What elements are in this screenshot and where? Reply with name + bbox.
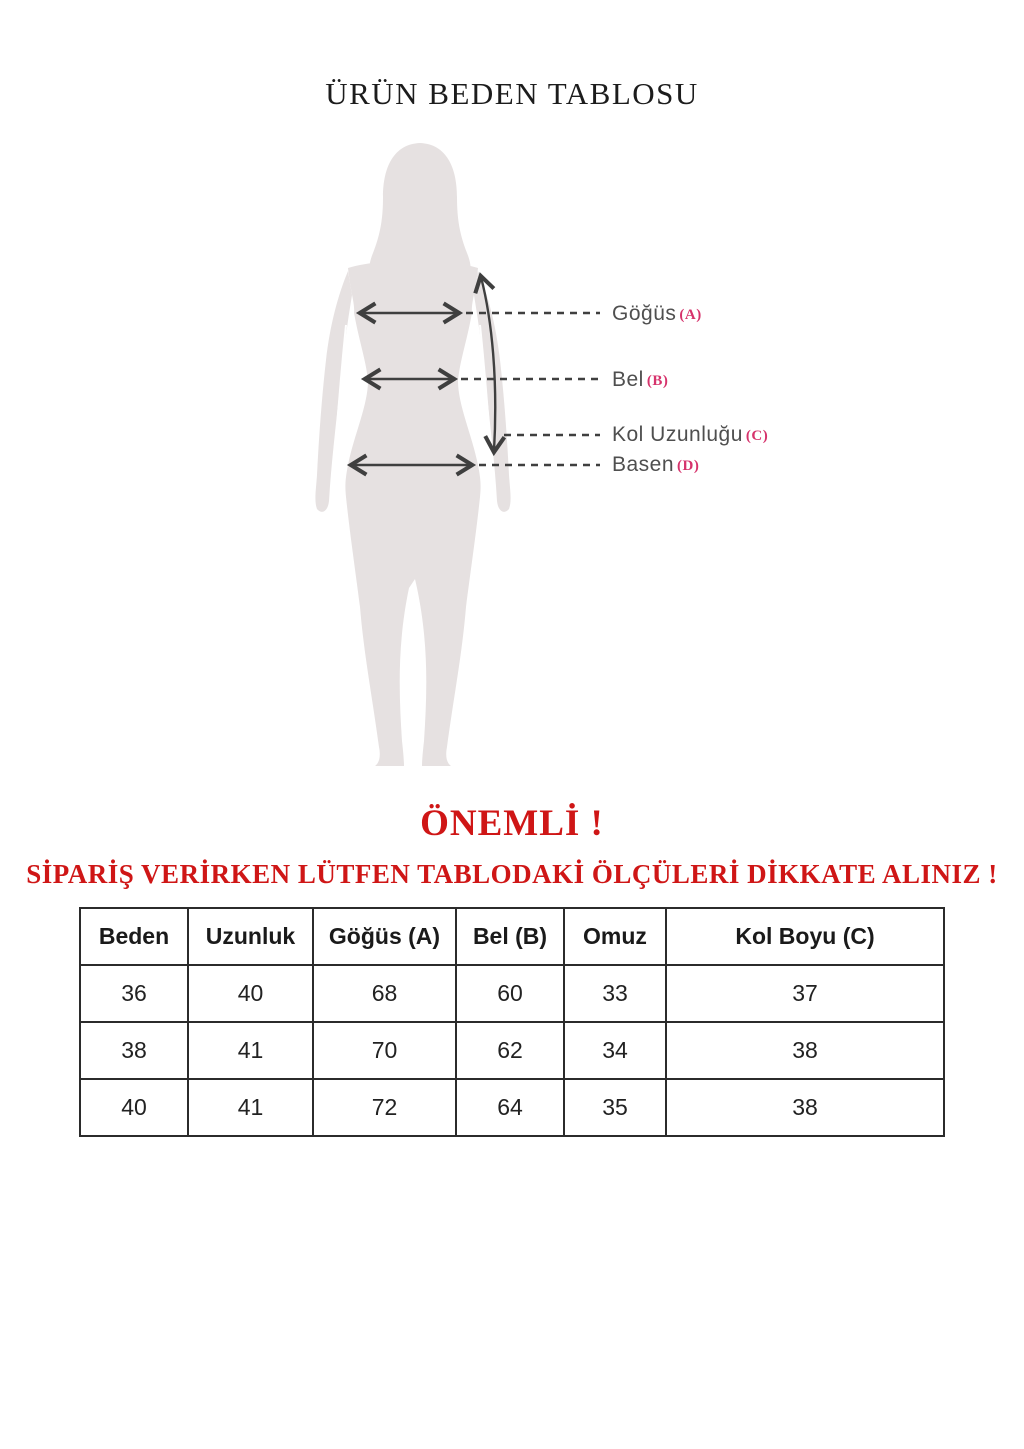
size-cell: 34 — [564, 1022, 666, 1079]
size-cell: 41 — [188, 1079, 313, 1136]
size-cell: 38 — [80, 1022, 188, 1079]
size-cell: 35 — [564, 1079, 666, 1136]
size-col-header: Bel (B) — [456, 908, 564, 965]
size-col-header: Uzunluk — [188, 908, 313, 965]
arm-length-label — [612, 423, 768, 447]
size-cell: 68 — [313, 965, 456, 1022]
page-title: ÜRÜN BEDEN TABLOSU — [325, 76, 699, 111]
size-col-header: Kol Boyu (C) — [666, 908, 944, 965]
size-cell: 37 — [666, 965, 944, 1022]
size-cell: 62 — [456, 1022, 564, 1079]
size-cell: 38 — [666, 1022, 944, 1079]
chest-label — [612, 302, 702, 326]
body-measurement-diagram — [100, 135, 700, 775]
size-cell: 60 — [456, 965, 564, 1022]
chest-label-text: Göğüs — [612, 302, 677, 325]
important-heading: ÖNEMLİ ! — [420, 803, 604, 844]
chest-label-letter: (A) — [679, 307, 702, 323]
female-silhouette — [315, 143, 510, 766]
size-cell: 40 — [188, 965, 313, 1022]
size-col-header: Göğüs (A) — [313, 908, 456, 965]
size-table — [79, 907, 945, 1137]
size-cell: 33 — [564, 965, 666, 1022]
size-cell: 36 — [80, 965, 188, 1022]
size-cell: 38 — [666, 1079, 944, 1136]
waist-label — [612, 368, 668, 392]
size-cell: 70 — [313, 1022, 456, 1079]
size-cell: 72 — [313, 1079, 456, 1136]
hip-label-letter: (D) — [677, 458, 700, 474]
hip-label-text: Basen — [612, 453, 675, 476]
size-table-header-row — [80, 908, 944, 965]
size-table-row — [80, 1079, 944, 1136]
order-warning-text: SİPARİŞ VERİRKEN LÜTFEN TABLODAKİ ÖLÇÜLERİ DİKKATE ALINIZ ! — [26, 859, 998, 889]
size-col-header: Beden — [80, 908, 188, 965]
hip-label — [612, 453, 699, 477]
waist-label-letter: (B) — [646, 373, 669, 389]
waist-label-text: Bel — [612, 368, 644, 391]
size-table-row — [80, 965, 944, 1022]
size-cell: 64 — [456, 1079, 564, 1136]
arm-length-label-letter: (C) — [745, 428, 769, 444]
size-table-row — [80, 1022, 944, 1079]
size-col-header: Omuz — [564, 908, 666, 965]
size-cell: 41 — [188, 1022, 313, 1079]
size-cell: 40 — [80, 1079, 188, 1136]
arm-length-label-text: Kol Uzunluğu — [612, 423, 743, 446]
